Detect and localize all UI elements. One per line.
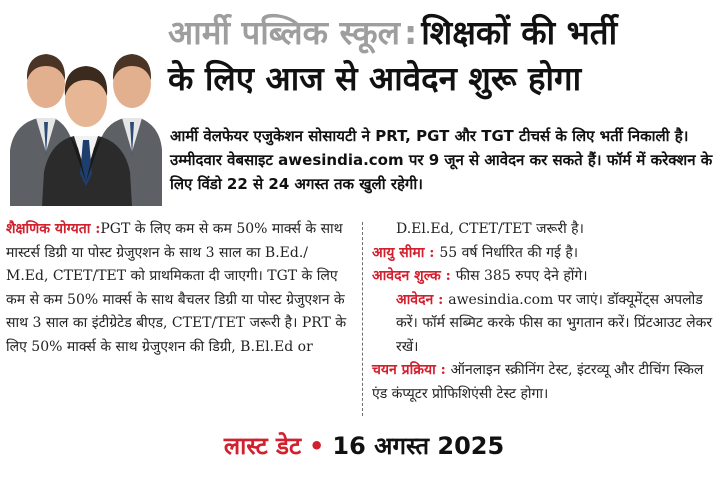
label-colon: : [440, 268, 456, 284]
qualification-text: PGT के लिए कम से कम 50% मार्क्स के साथ मास्टर्स डिग्री या पोस्ट ग्रेजुएशन के साथ 3 साल का B.Ed./ M.Ed, CTET/TET को प्राथमिकता दी जाएगी। TGT के लिए कम से कम 50% मार्क्स के साथ बैचलर डिग्री या पोस्ट ग्रेजुएशन के साथ 3 साल का इंटीग्रेटेड बीएड, CTET/TET जरूरी है। PRT के लिए 50% मार्क्स के साथ ग्रेजुएशन की डिग्री, B.El.Ed or [6, 221, 347, 355]
application-fee-label: आवेदन शुल्क [372, 268, 441, 284]
headline [168, 10, 720, 102]
age-limit-label: आयु सीमा [372, 244, 425, 261]
label-colon: : [433, 291, 449, 308]
last-date-value: 16 अगस्त 2025 [332, 432, 505, 460]
age-limit-text: 55 वर्ष निर्धारित की गई है। [439, 244, 579, 261]
application-text: awesindia.com पर जाएं। डॉक्यूमेंट्स अपलोड करें। फॉर्म सब्मिट करके फीस का भुगतान करें। प्रिंटआउट लेकर रखें। [396, 291, 713, 355]
age-limit-section [372, 242, 722, 266]
last-date-footer [0, 426, 728, 466]
headline-separator: : [404, 13, 418, 52]
column-divider [362, 222, 363, 416]
headline-prefix: आर्मी पब्लिक स्कूल [168, 13, 400, 52]
qualification-continuation: D.El.Ed, CTET/TET जरूरी है। [396, 221, 584, 237]
last-date-label: लास्ट डेट [223, 432, 302, 460]
application-fee-text: फीस 385 रुपए देने होंगे। [455, 268, 588, 284]
qualification-section [6, 218, 354, 359]
headline-main-line-1: शिक्षकों की भर्ती [421, 13, 618, 52]
label-colon: : [90, 221, 101, 237]
selection-process-text: ऑनलाइन स्क्रीनिंग टेस्ट, इंटरव्यू और टीचिंग स्किल एंड कंप्यूटर प्रोफिशिएंसी टेस्ट होगा। [372, 362, 704, 402]
bullet-icon: • [309, 432, 325, 460]
qualification-label: शैक्षणिक योग्यता [6, 221, 91, 237]
application-section [372, 289, 722, 360]
label-colon: : [435, 362, 451, 378]
headline-line-2: के लिए आज से आवेदन शुरू होगा [168, 59, 582, 98]
left-column [6, 218, 354, 359]
selection-process-section [372, 359, 722, 406]
businessmen-illustration [8, 22, 164, 206]
right-column [372, 218, 722, 406]
application-label: आवेदन [396, 291, 434, 308]
intro-paragraph: आर्मी वेलफेयर एजुकेशन सोसायटी ने PRT, PGT और TGT टीचर्स के लिए भर्ती निकाली है। उम्मीदवार वेबसाइट awesindia.com पर 9 जून से आवेदन कर सकते हैं। फॉर्म में करेक्शन के लिए विंडो 22 से 24 अगस्त तक खुली रहेगी। [170, 127, 713, 193]
selection-process-label: चयन प्रक्रिया [372, 362, 436, 378]
label-colon: : [424, 244, 440, 261]
application-fee-section [372, 265, 722, 289]
headline-line-1 [168, 10, 720, 56]
